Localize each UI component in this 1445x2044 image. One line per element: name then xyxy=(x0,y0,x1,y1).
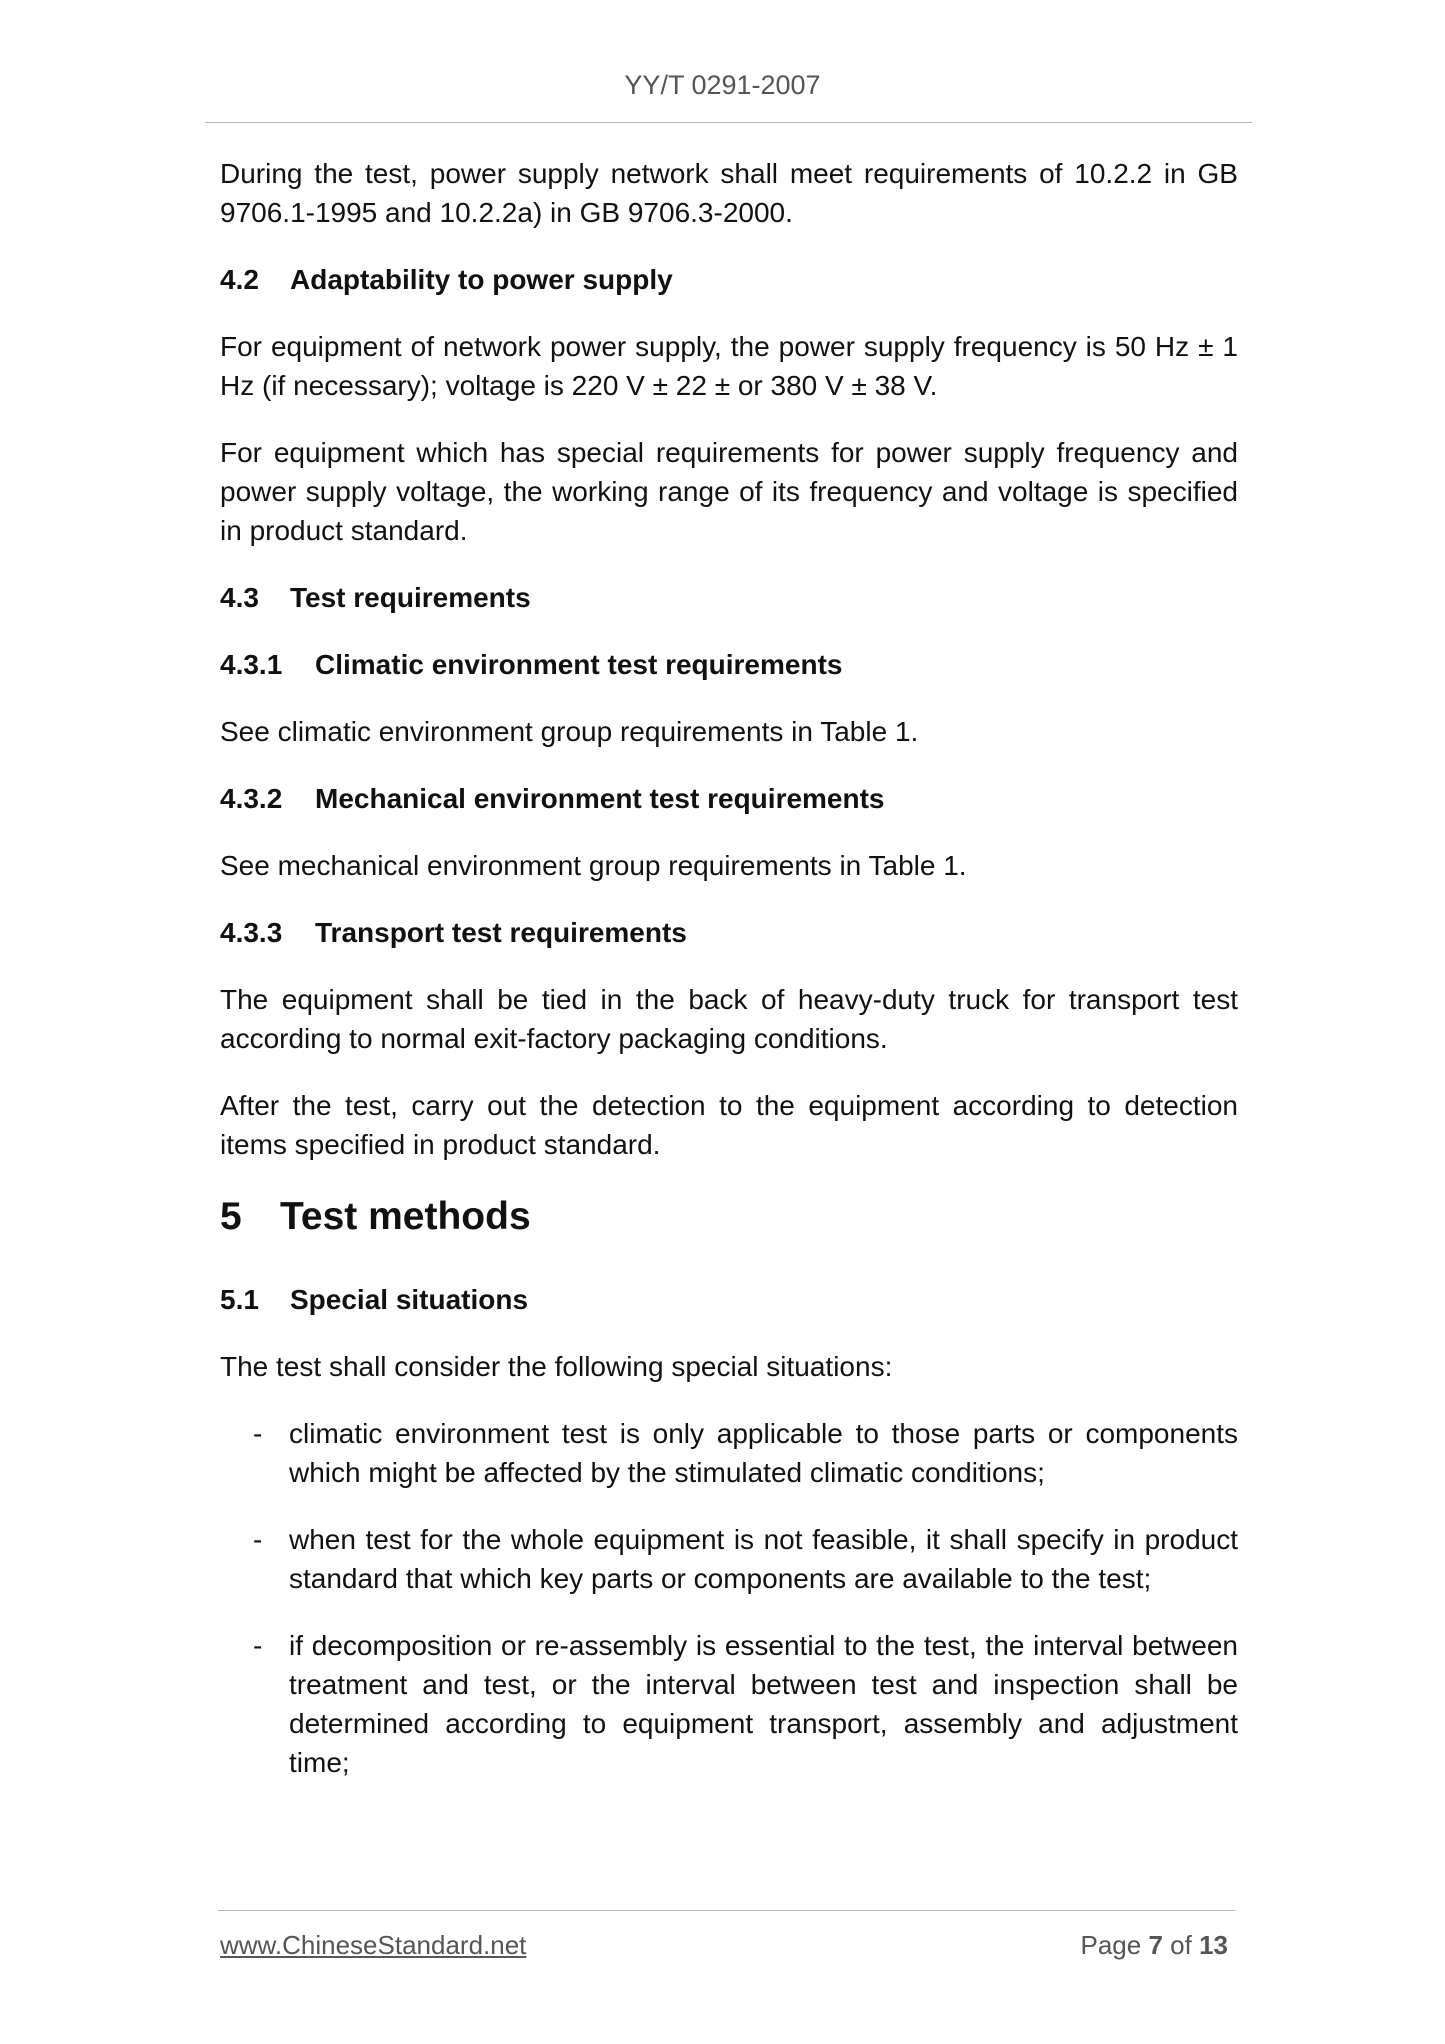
website-link[interactable]: www.ChineseStandard.net xyxy=(220,1930,527,1960)
section-title: Special situations xyxy=(290,1284,529,1315)
list-dash: - xyxy=(253,1418,263,1449)
paragraph-mechanical: See mechanical environment group requirements in Table 1. xyxy=(220,850,967,881)
list-item xyxy=(220,1626,1238,1782)
section-title: Adaptability to power supply xyxy=(290,264,673,295)
chapter-number: 5 xyxy=(220,1195,242,1238)
section-number: 4.3.3 xyxy=(220,917,283,948)
chapter-5-heading xyxy=(220,1192,1238,1242)
section-number: 4.3.1 xyxy=(220,649,283,680)
section-number: 4.3 xyxy=(220,582,259,613)
paragraph-climatic: See climatic environment group requirements in Table 1. xyxy=(220,716,919,747)
section-5-1-heading xyxy=(220,1280,1238,1319)
paragraph-special-requirements: For equipment which has special requirements for power supply frequency and power supply voltage, the working range of its frequency and voltage is specified in product standard. xyxy=(220,437,1238,546)
page-content xyxy=(220,154,1238,1810)
section-4-2-heading xyxy=(220,260,1238,299)
section-number: 4.2 xyxy=(220,264,259,295)
page-indicator xyxy=(1080,1930,1228,1961)
chapter-title: Test methods xyxy=(280,1195,531,1238)
list-item xyxy=(220,1520,1238,1598)
paragraph-power-frequency: For equipment of network power supply, the power supply frequency is 50 Hz ± 1 Hz (if necessary); voltage is 220 V ± 22 ± or 380 V ± 38 V. xyxy=(220,331,1238,401)
section-title: Climatic environment test requirements xyxy=(315,649,843,680)
page-current: 7 xyxy=(1148,1930,1163,1960)
paragraph-after-test: After the test, carry out the detection to the equipment according to detection items specified in product standard. xyxy=(220,1090,1238,1160)
section-4-3-heading xyxy=(220,578,1238,617)
section-title: Test requirements xyxy=(290,582,531,613)
page-total: 13 xyxy=(1199,1930,1228,1960)
page-prefix: Page xyxy=(1080,1930,1142,1960)
section-title: Transport test requirements xyxy=(315,917,687,948)
list-dash: - xyxy=(253,1524,263,1555)
list-item-text: if decomposition or re-assembly is essential to the test, the interval between treatment and test, or the interval between test and inspection shall be determined according to equipment transport, assembly and adjustment time; xyxy=(289,1630,1238,1778)
header-divider xyxy=(205,122,1252,123)
paragraph-transport: The equipment shall be tied in the back of heavy-duty truck for transport test according to normal exit-factory packaging conditions. xyxy=(220,984,1238,1054)
list-item xyxy=(220,1414,1238,1492)
paragraph-special-situations: The test shall consider the following special situations: xyxy=(220,1351,893,1382)
list-dash: - xyxy=(253,1630,263,1661)
section-number: 5.1 xyxy=(220,1284,259,1315)
section-4-3-3-heading xyxy=(220,913,1238,952)
section-4-3-2-heading xyxy=(220,779,1238,818)
section-4-3-1-heading xyxy=(220,645,1238,684)
document-id-header: YY/T 0291-2007 xyxy=(624,70,821,100)
paragraph-power-network: During the test, power supply network shall meet requirements of 10.2.2 in GB 9706.1-1995 and 10.2.2a) in GB 9706.3-2000. xyxy=(220,158,1238,228)
page-of: of xyxy=(1170,1930,1192,1960)
list-item-text: climatic environment test is only applicable to those parts or components which might be affected by the stimulated climatic conditions; xyxy=(289,1418,1238,1488)
section-number: 4.3.2 xyxy=(220,783,283,814)
list-item-text: when test for the whole equipment is not feasible, it shall specify in product standard that which key parts or components are available to the test; xyxy=(289,1524,1238,1594)
section-title: Mechanical environment test requirements xyxy=(315,783,885,814)
footer-divider xyxy=(218,1910,1235,1911)
